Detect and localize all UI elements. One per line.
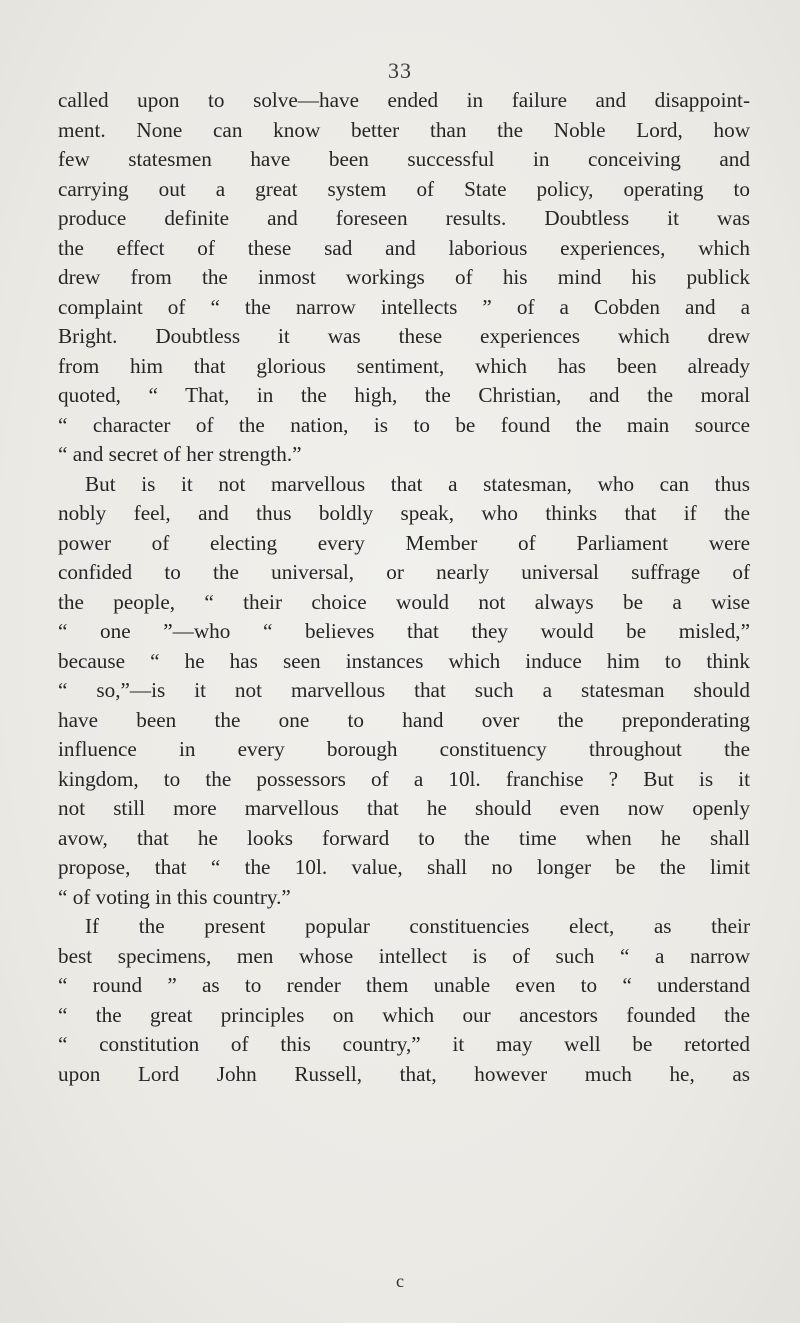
text-line: “ character of the nation, is to be found the main source — [58, 412, 750, 437]
text-line: best specimens, men whose intellect is of such “ a narrow — [58, 943, 750, 968]
text-line: “ the great principles on which our ancestors founded the — [58, 1002, 750, 1027]
text-line: “ constitution of this country,” it may well be retorted — [58, 1032, 750, 1056]
text-line: drew from the inmost workings of his mind his publick — [58, 265, 750, 289]
text-line: not still more marvellous that he should even now openly — [58, 796, 750, 820]
text-line: “ round ” as to render them unable even to “ understand — [58, 973, 750, 997]
text-line: If the present popular constituencies elect, as their — [85, 914, 750, 938]
text-line: ment. None can know better than the Noble Lord, how — [58, 117, 750, 142]
body-text — [58, 86, 750, 1089]
text-line: upon Lord John Russell, that, however much he, as — [58, 1061, 750, 1086]
text-line: nobly feel, and thus boldly speak, who thinks that if the — [58, 501, 750, 525]
text-line: influence in every borough constituency throughout the — [58, 737, 750, 761]
page-number: 33 — [388, 58, 412, 83]
text-line: carrying out a great system of State policy, operating to — [58, 176, 750, 201]
text-line: produce definite and foreseen results. Doubtless it was — [58, 206, 750, 230]
text-line: Bright. Doubtless it was these experiences which drew — [58, 324, 750, 348]
text-line: because “ he has seen instances which induce him to think — [58, 648, 750, 673]
text-line: complaint of “ the narrow intellects ” of a Cobden and a — [58, 294, 750, 319]
text-line: confided to the universal, or nearly universal suffrage of — [58, 560, 750, 584]
text-line: “ and secret of her strength.” — [58, 442, 302, 466]
text-line: “ so,”—is it not marvellous that such a statesman should — [58, 678, 750, 702]
signature-mark: c — [396, 1271, 404, 1291]
text-line: from him that glorious sentiment, which has been already — [58, 353, 750, 378]
text-line: But is it not marvellous that a statesman, who can thus — [85, 471, 750, 496]
text-line: avow, that he looks forward to the time when he shall — [58, 825, 750, 850]
text-line: the effect of these sad and laborious experiences, which — [58, 235, 750, 260]
text-line: the people, “ their choice would not always be a wise — [58, 589, 750, 614]
text-line: “ one ”—who “ believes that they would be misled,” — [58, 619, 750, 643]
text-line: propose, that “ the 10l. value, shall no longer be the limit — [58, 855, 750, 879]
text-line: “ of voting in this country.” — [58, 884, 291, 909]
text-line: quoted, “ That, in the high, the Christian, and the moral — [58, 383, 750, 407]
text-line: few statesmen have been successful in conceiving and — [58, 147, 750, 171]
text-line: kingdom, to the possessors of a 10l. franchise ? But is it — [58, 766, 750, 791]
text-line: called upon to solve—have ended in failure and disappoint- — [58, 88, 750, 112]
text-line: power of electing every Member of Parliament were — [58, 530, 750, 555]
text-line: have been the one to hand over the preponderating — [58, 707, 750, 732]
